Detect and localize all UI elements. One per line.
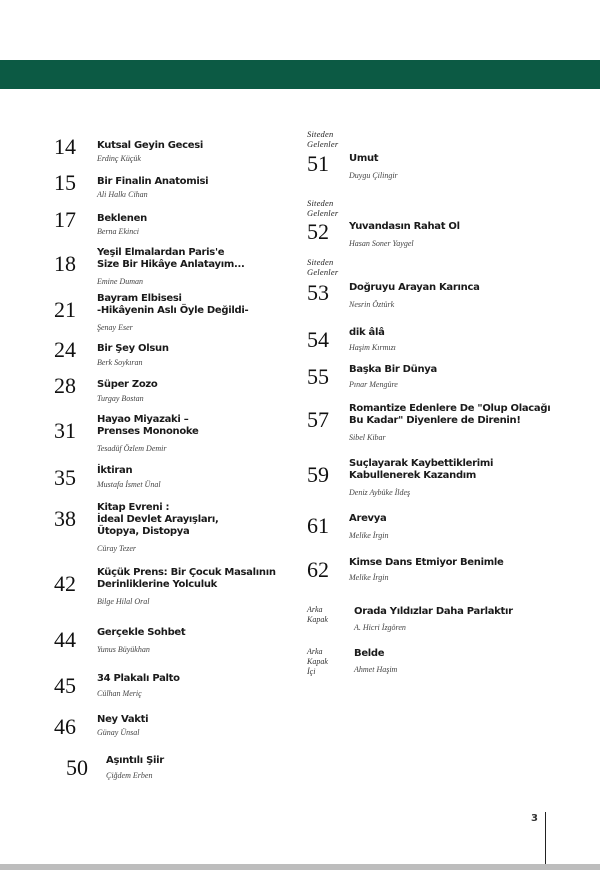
entry-author: Deniz Aybüke İldeş <box>349 488 411 497</box>
entry-title: dik âlâ <box>349 327 385 338</box>
entry-title: Aşıntılı Şiir <box>106 755 164 766</box>
entry-author: Melike İrgin <box>349 531 389 540</box>
page-number-ref: 18 <box>54 251 76 276</box>
cover-label: Arka Kapak <box>307 605 328 624</box>
entry-title: Arevya <box>349 513 387 524</box>
entry-author: A. Hicri İzgören <box>354 623 406 632</box>
page-number-ref: 52 <box>307 219 329 244</box>
page-number-ref: 59 <box>307 462 329 487</box>
entry-author: Bilge Hilal Oral <box>97 597 150 606</box>
page-number-ref: 24 <box>54 337 76 362</box>
entry-title: Yeşil Elmalardan Paris'e Size Bir Hikâye Anlatayım... <box>97 247 245 270</box>
entry-title: Umut <box>349 153 379 164</box>
page-number-ref: 53 <box>307 280 329 305</box>
entry-title: Kutsal Geyin Gecesi <box>97 140 203 151</box>
page-number: 3 <box>531 813 538 824</box>
entry-author: Pınar Mengüre <box>349 380 398 389</box>
page-number-ref: 17 <box>54 207 76 232</box>
entry-title: Gerçekle Sohbet <box>97 627 186 638</box>
entry-author: Günay Ünsal <box>97 728 140 737</box>
entry-title: Bir Finalin Anatomisi <box>97 176 209 187</box>
page-number-ref: 38 <box>54 506 76 531</box>
entry-author: Haşim Kırmızı <box>349 343 396 352</box>
entry-author: Yunus Büyükhan <box>97 645 150 654</box>
entry-title: Ney Vakti <box>97 714 149 725</box>
entry-author: Cülhan Meriç <box>97 689 142 698</box>
entry-author: Duygu Çilingir <box>349 171 398 180</box>
entry-author: Ali Halkı Cihan <box>97 190 148 199</box>
entry-author: Berna Ekinci <box>97 227 139 236</box>
entry-title: Orada Yıldızlar Daha Parlaktır <box>354 606 513 617</box>
entry-title: Başka Bir Dünya <box>349 364 437 375</box>
page-number-ref: 21 <box>54 297 76 322</box>
entry-title: Hayao Miyazaki – Prenses Mononoke <box>97 414 199 437</box>
footer-divider <box>545 812 546 864</box>
page-number-ref: 55 <box>307 364 329 389</box>
cover-label: Arka Kapak İçi <box>307 647 328 676</box>
entry-title: Beklenen <box>97 213 147 224</box>
page-number-ref: 31 <box>54 418 76 443</box>
entry-title: Kitap Evreni : İdeal Devlet Arayışları, Ütopya, Distopya <box>97 502 219 537</box>
page-number-ref: 28 <box>54 373 76 398</box>
page-number-ref: 44 <box>54 627 76 652</box>
entry-title: Süper Zozo <box>97 379 158 390</box>
section-label: Siteden Gelenler <box>307 198 339 218</box>
page-number-ref: 15 <box>54 170 76 195</box>
entry-title: Yuvandasın Rahat Ol <box>349 221 460 232</box>
entry-author: Emine Duman <box>97 277 143 286</box>
entry-title: Bayram Elbisesi -Hikâyenin Aslı Öyle Değildi- <box>97 293 249 316</box>
footer-band <box>0 864 600 870</box>
entry-author: Tesadüf Özlem Demir <box>97 444 167 453</box>
page-number-ref: 61 <box>307 513 329 538</box>
header-band <box>0 60 600 89</box>
page-number-ref: 57 <box>307 407 329 432</box>
page-number-ref: 35 <box>54 465 76 490</box>
entry-author: Mustafa İsmet Ünal <box>97 480 161 489</box>
entry-author: Melike İrgin <box>349 573 389 582</box>
entry-author: Ahmet Haşim <box>354 665 398 674</box>
entry-title: Kimse Dans Etmiyor Benimle <box>349 557 504 568</box>
entry-author: Sibel Kibar <box>349 433 386 442</box>
entry-title: 34 Plakalı Palto <box>97 673 180 684</box>
entry-title: Doğruyu Arayan Karınca <box>349 282 480 293</box>
entry-author: Cüray Tezer <box>97 544 137 553</box>
entry-title: Suçlayarak Kaybettiklerimi Kabullenerek Kazandım <box>349 458 494 481</box>
entry-author: Nesrin Öztürk <box>349 300 395 309</box>
entry-author: Erdinç Küçük <box>97 154 141 163</box>
page-number-ref: 45 <box>54 673 76 698</box>
page-number-ref: 14 <box>54 134 76 159</box>
section-label: Siteden Gelenler <box>307 129 339 149</box>
entry-title: İktiran <box>97 465 133 476</box>
page-number-ref: 62 <box>307 557 329 582</box>
page-number-ref: 54 <box>307 327 329 352</box>
entry-title: Küçük Prens: Bir Çocuk Masalının Derinliklerine Yolculuk <box>97 567 276 590</box>
page-number-ref: 46 <box>54 714 76 739</box>
entry-title: Belde <box>354 648 385 659</box>
entry-author: Şenay Eser <box>97 323 133 332</box>
entry-author: Hasan Soner Yaygel <box>349 239 414 248</box>
entry-title: Bir Şey Olsun <box>97 343 169 354</box>
entry-title: Romantize Edenlere De "Olup Olacağı Bu Kadar" Diyenlere de Direnin! <box>349 403 551 426</box>
entry-author: Turgay Bostan <box>97 394 144 403</box>
entry-author: Çiğdem Erben <box>106 771 153 780</box>
page-number-ref: 42 <box>54 571 76 596</box>
page-number-ref: 51 <box>307 151 329 176</box>
entry-author: Berk Soykıran <box>97 358 143 367</box>
page-number-ref: 50 <box>66 755 88 780</box>
section-label: Siteden Gelenler <box>307 257 339 277</box>
